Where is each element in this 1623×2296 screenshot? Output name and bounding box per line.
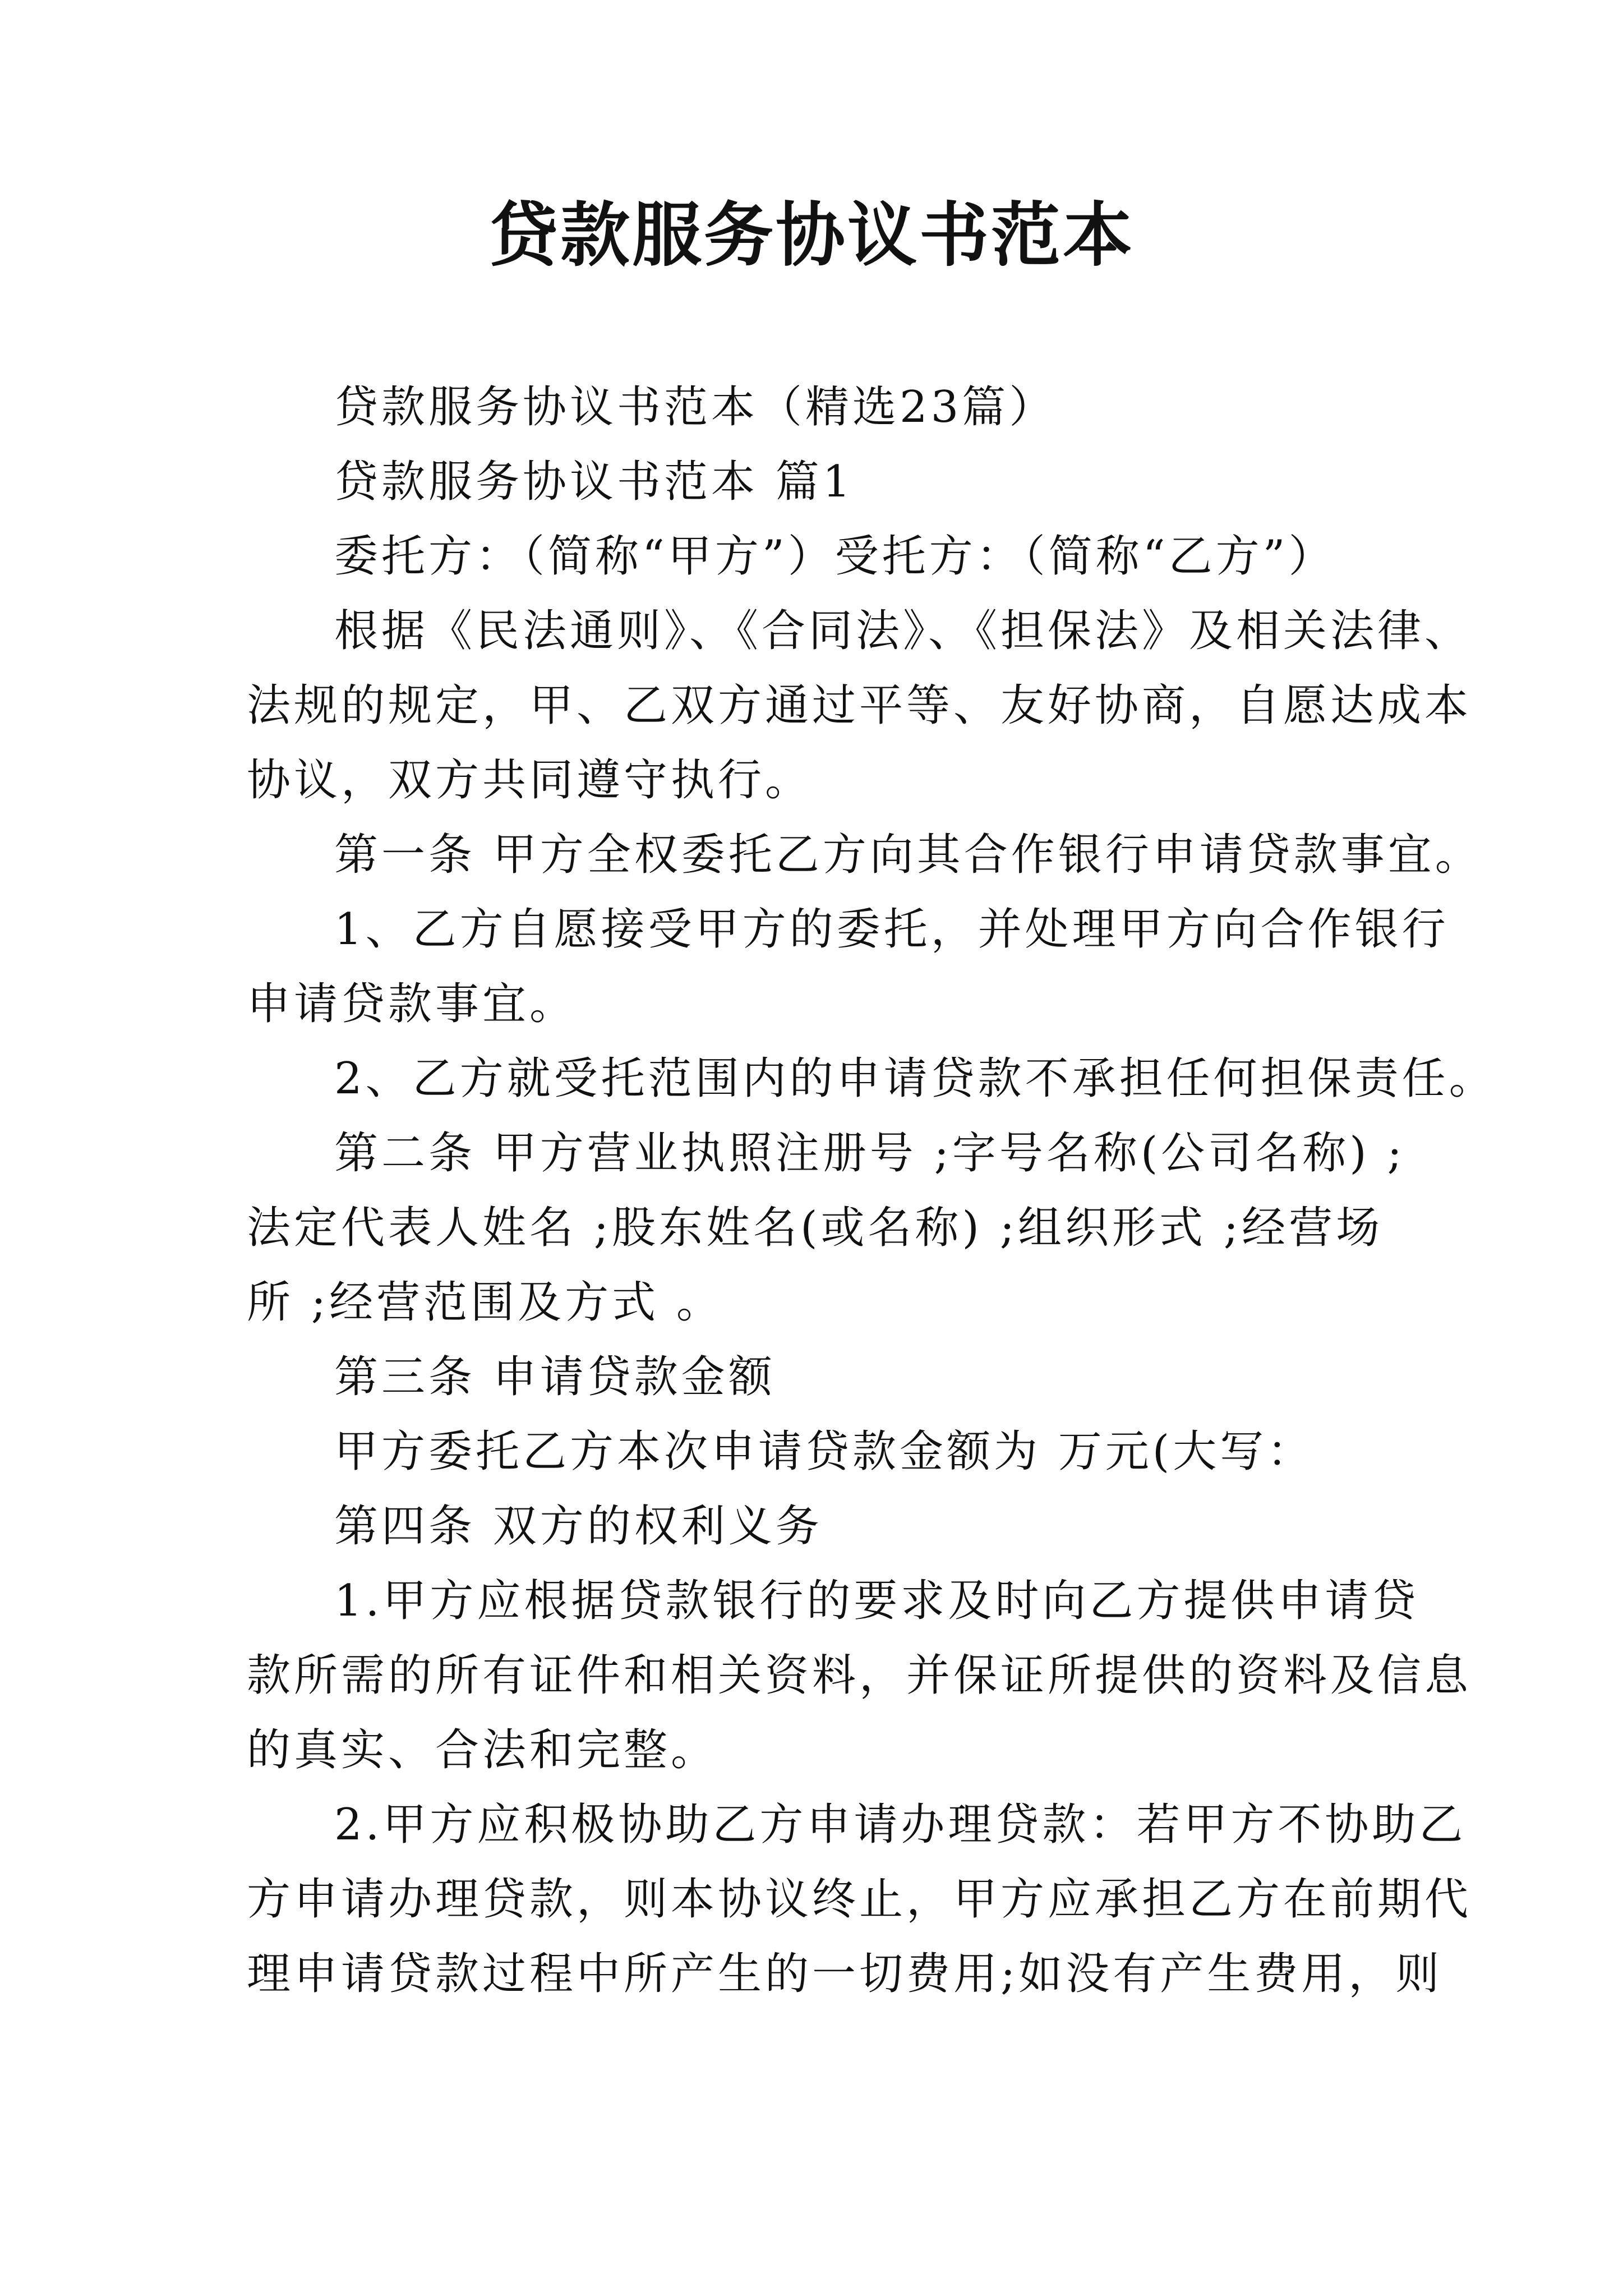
paragraph-line: 申请贷款事宜。: [247, 979, 577, 1029]
paragraph-line: 1、乙方自愿接受甲方的委托，并处理甲方向合作银行: [334, 904, 1449, 955]
paragraph-line: 法规的规定，甲、乙双方通过平等、友好协商，自愿达成本: [247, 680, 1472, 731]
paragraph-article-1-item-1: [247, 892, 1449, 1042]
paragraph-line: 第一条 甲方全权委托乙方向其合作银行申请贷款事宜。: [334, 830, 1482, 880]
paragraph-line: 款所需的所有证件和相关资料，并保证所提供的资料及信息: [247, 1650, 1472, 1701]
paragraph-article-2: [247, 1116, 1405, 1340]
paragraph-article-4-item-1: [247, 1564, 1472, 1788]
paragraph-article-1: [247, 818, 1482, 892]
paragraph-line: 贷款服务协议书范本（精选23篇）: [334, 382, 1057, 432]
paragraph-line: 协议，双方共同遵守执行。: [247, 755, 813, 806]
paragraph-line: 贷款服务协议书范本 篇1: [334, 457, 854, 507]
paragraph-line: 2、乙方就受托范围内的申请贷款不承担任何担保责任。: [334, 1053, 1496, 1104]
paragraph-line: 的真实、合法和完整。: [247, 1725, 718, 1775]
paragraph-line: 甲方委托乙方本次申请贷款金额为 万元(大写：: [334, 1427, 1315, 1477]
paragraph-basis: [247, 594, 1472, 818]
paragraph-article-3-amount: [247, 1415, 1402, 1489]
document-body: [247, 370, 1496, 2012]
paragraph-line: 根据《民法通则》、《合同法》、《担保法》及相关法律、: [334, 606, 1472, 656]
paragraph-section-heading: [247, 445, 1402, 519]
paragraph-line: 第四条 双方的权利义务: [334, 1501, 823, 1552]
paragraph-line: 委托方：（简称“甲方”）受托方：（简称“乙方”）: [334, 531, 1336, 582]
paragraph-article-3: [247, 1340, 1402, 1415]
paragraph-subtitle: [247, 370, 1402, 445]
paragraph-line: 方申请办理贷款，则本协议终止，甲方应承担乙方在前期代: [247, 1874, 1472, 1925]
paragraph-line: 所 ;经营范围及方式 。: [247, 1277, 723, 1328]
document-title: 贷款服务协议书范本: [488, 195, 1135, 276]
paragraph-line: 理申请贷款过程中所产生的一切费用;如没有产生费用，则: [247, 1949, 1443, 1999]
paragraph-article-4-item-2: [247, 1788, 1472, 2012]
paragraph-line: 第三条 申请贷款金额: [334, 1352, 776, 1402]
paragraph-line: 法定代表人姓名 ;股东姓名(或名称) ;组织形式 ;经营场: [247, 1203, 1384, 1253]
paragraph-article-1-item-2: [247, 1042, 1496, 1116]
paragraph-line: 2.甲方应积极协助乙方申请办理贷款：若甲方不协助乙: [334, 1800, 1467, 1850]
paragraph-parties: [247, 519, 1402, 594]
paragraph-line: 第二条 甲方营业执照注册号 ;字号名称(公司名称) ;: [334, 1128, 1405, 1179]
paragraph-line: 1.甲方应根据贷款银行的要求及时向乙方提供申请贷: [334, 1576, 1419, 1626]
paragraph-article-4: [247, 1489, 1402, 1564]
